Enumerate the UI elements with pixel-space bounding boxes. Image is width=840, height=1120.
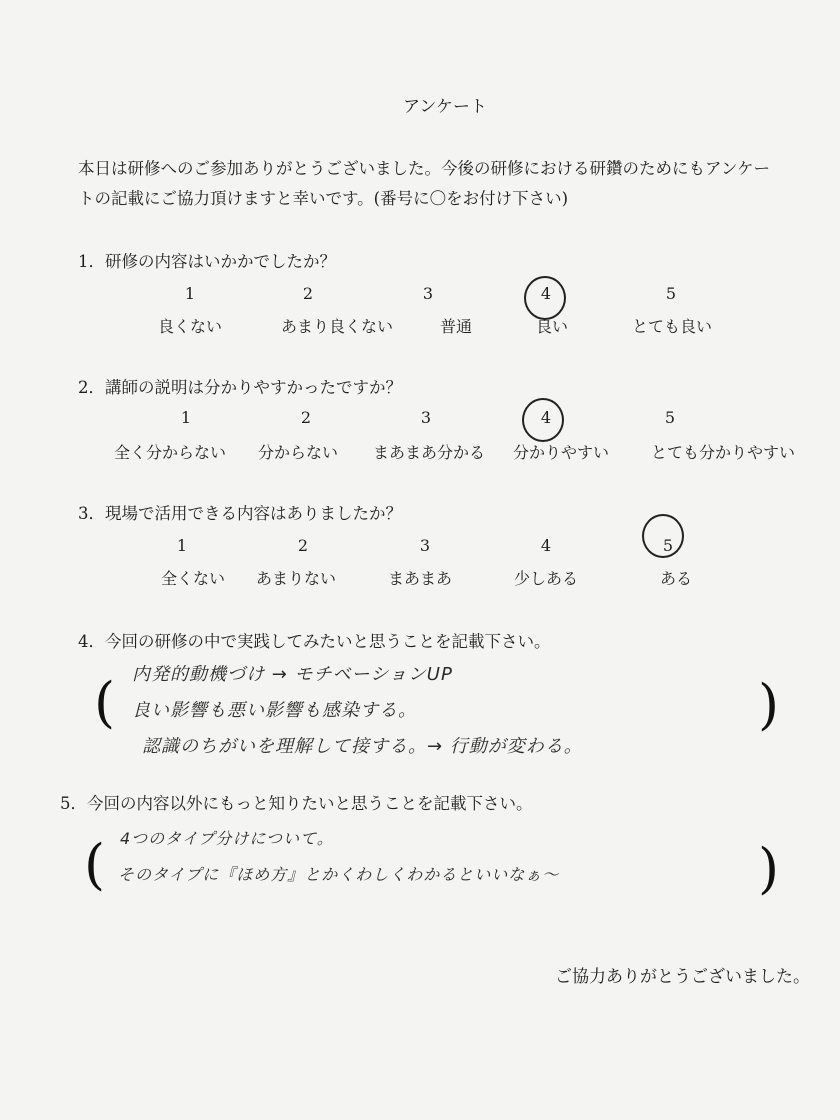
question-1: 1．研修の内容はいかかでしたか？ xyxy=(78,252,336,271)
q3-option-2-label: あまりない xyxy=(255,569,336,588)
q3-option-5-label: ある xyxy=(659,569,692,588)
q1-option-1-number: 1 xyxy=(184,284,196,303)
q1-option-5-label: とても良い xyxy=(631,317,712,336)
q4-open-paren: ( xyxy=(94,671,116,734)
q2-option-1-number: 1 xyxy=(180,408,192,427)
q1-option-3-label: 普通 xyxy=(439,317,472,336)
q3-option-5-number: 5 xyxy=(662,536,674,555)
q1-option-4-label: 良い xyxy=(535,317,568,336)
q5-close-paren: ) xyxy=(758,837,780,900)
q2-option-3-label: まあまあ分かる xyxy=(372,443,485,462)
intro-text: 本日は研修へのご参加ありがとうございました。今後の研修における研鑽のためにもアンケートの記載にご協力頂けますと幸いです。(番号に〇をお付け下さい) xyxy=(78,159,771,208)
q5-answer-line-2: そのタイプに『ほめ方』とかくわしくわかるといいなぁ〜 xyxy=(118,865,560,884)
question-3: 3．現場で活用できる内容はありましたか？ xyxy=(78,504,402,523)
q2-option-5-label: とても分かりやすい xyxy=(650,443,795,462)
q2-option-5-number: 5 xyxy=(664,408,676,427)
closing-message: ご協力ありがとうございました。 xyxy=(555,967,810,987)
q5-open-paren: ( xyxy=(84,833,106,896)
q3-option-4-label: 少しある xyxy=(513,569,578,588)
q4-answer-line-2: 良い影響も悪い影響も感染する。 xyxy=(132,700,417,721)
q1-option-2-label: あまり良くない xyxy=(280,317,393,336)
q4-close-paren: ) xyxy=(758,673,780,736)
q2-option-3-number: 3 xyxy=(420,408,432,427)
q1-option-3-number: 3 xyxy=(422,284,434,303)
q2-option-2-number: 2 xyxy=(300,408,312,427)
survey-title: アンケート xyxy=(403,97,487,117)
q1-option-5-number: 5 xyxy=(665,284,677,303)
q5-answer-line-1: 4つのタイプ分けについて。 xyxy=(120,829,334,848)
question-4: 4．今回の研修の中で実践してみたいと思うことを記載下さい。 xyxy=(78,632,551,651)
q4-answer-line-1: 内発的動機づけ → モチベーションUP xyxy=(132,664,453,685)
question-5: 5．今回の内容以外にもっと知りたいと思うことを記載下さい。 xyxy=(60,794,533,813)
q3-selected-circle xyxy=(642,514,684,558)
q4-answer-line-3: 認識のちがいを理解して接する。→ 行動が変わる。 xyxy=(142,736,583,757)
q1-option-1-label: 良くない xyxy=(157,317,222,336)
q2-option-4-label: 分かりやすい xyxy=(512,443,609,462)
q3-option-3-number: 3 xyxy=(419,536,431,555)
q3-option-1-label: 全くない xyxy=(160,569,225,588)
q2-option-1-label: 全く分からない xyxy=(113,443,226,462)
question-2: 2．講師の説明は分かりやすかったですか？ xyxy=(78,378,402,397)
q1-option-2-number: 2 xyxy=(302,284,314,303)
q2-selected-circle xyxy=(522,398,564,442)
q1-option-4-number: 4 xyxy=(540,284,552,303)
q3-option-2-number: 2 xyxy=(297,536,309,555)
q2-option-4-number: 4 xyxy=(540,408,552,427)
q3-option-1-number: 1 xyxy=(176,536,188,555)
q3-option-4-number: 4 xyxy=(540,536,552,555)
q3-option-3-label: まあまあ xyxy=(387,569,452,588)
q2-option-2-label: 分からない xyxy=(257,443,338,462)
